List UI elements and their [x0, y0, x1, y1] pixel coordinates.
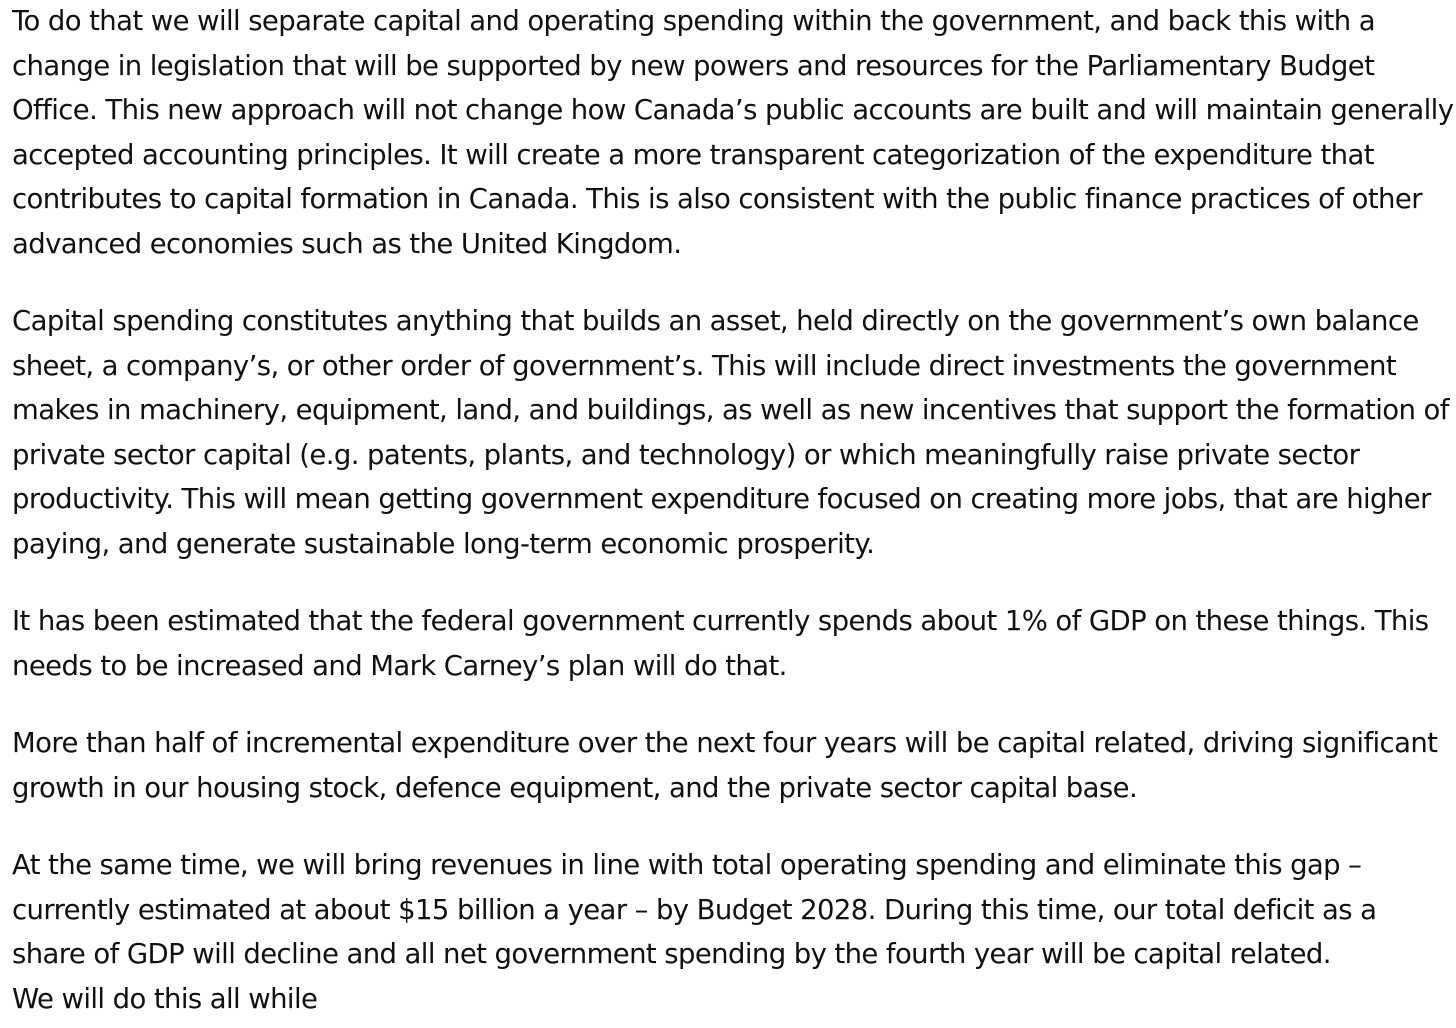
paragraph-incremental-expenditure: More than half of incremental expenditure over the next four years will be capital related, driving significant growth in our housing stock, defence equipment, and the private sector capital base.	[12, 727, 1438, 804]
paragraph-revenues-operating-gap: At the same time, we will bring revenues in line with total operating spending and eliminate this gap – currently estimated at about $15 billion a year – by Budget 2028. During this time, our total deficit as a share of GDP will decline and all net government spending by the fourth year will be capital related.	[12, 849, 1377, 970]
paragraph-current-spending-estimate: It has been estimated that the federal government currently spends about 1% of GDP on these things. This needs to be increased and Mark Carney’s plan will do that.	[12, 605, 1429, 682]
paragraph-capital-operating-separation: To do that we will separate capital and operating spending within the government, and back this with a change in legislation that will be supported by new powers and resources for the Parliamentary Budget Office. This new approach will not change how Canada’s public accounts are built and will maintain generally accepted accounting principles. It will create a more transparent categorization of the expenditure that contributes to capital formation in Canada. This is also consistent with the public finance practices of other advanced economies such as the United Kingdom.	[12, 5, 1454, 260]
paragraph-capital-spending-definition: Capital spending constitutes anything that builds an asset, held directly on the government’s own balance sheet, a company’s, or other order of government’s. This will include direct investments the government makes in machinery, equipment, land, and buildings, as well as new incentives that support the formation of private sector capital (e.g. patents, plants, and technology) or which meaningfully raise private sector productivity. This will mean getting government expenditure focused on creating more jobs, that are higher paying, and generate sustainable long-term economic prosperity.	[12, 305, 1449, 560]
document-body	[12, 0, 1454, 1015]
paragraph-cut-off-line: We will do this all while	[12, 982, 318, 1015]
